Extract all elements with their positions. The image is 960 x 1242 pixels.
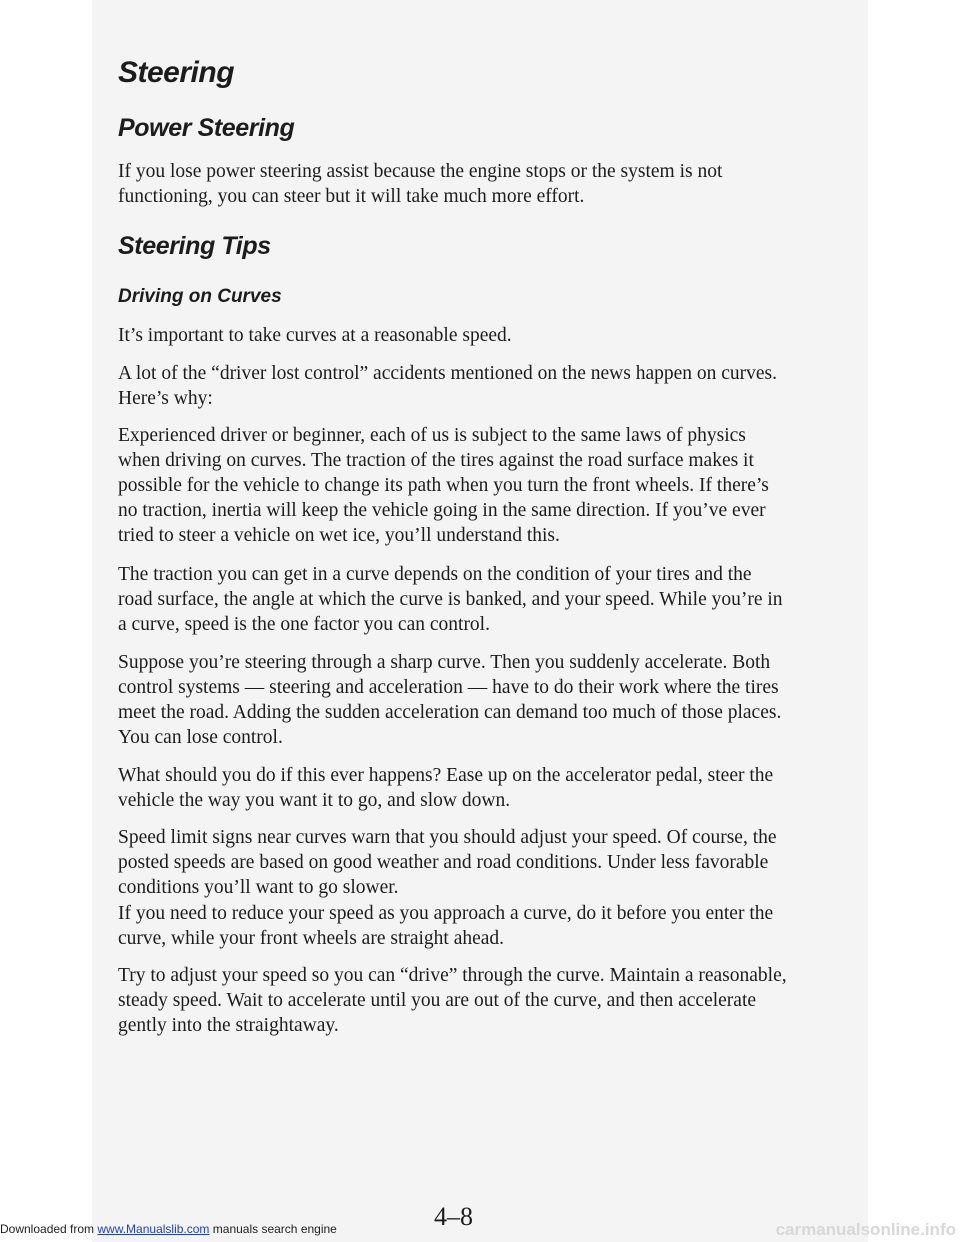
curves-paragraph-6: What should you do if this ever happens? Ease up on the accelerator pedal, steer the vehicle the way you want it to go, and slow down. <box>118 765 774 811</box>
curves-paragraph-1: It’s important to take curves at a reasonable speed. <box>118 325 512 346</box>
curves-paragraph-4: The traction you can get in a curve depends on the condition of your tires and the road surface, the angle at which the curve is banked, and your speed. While you’re in a curve, speed is the one factor you can control. <box>118 564 783 635</box>
watermark-text: carmanualsonline.info <box>775 1220 956 1239</box>
download-footer <box>0 1222 420 1236</box>
steering-tips-heading: Steering Tips <box>118 232 271 260</box>
curves-paragraph-8: If you need to reduce your speed as you approach a curve, do it before you enter the curve, while your front wheels are straight ahead. <box>118 903 774 949</box>
power-steering-paragraph: If you lose power steering assist because the engine stops or the system is not functioning, you can steer but it will take much more effort. <box>118 161 723 207</box>
footer-prefix: Downloaded from <box>0 1222 98 1236</box>
curves-paragraph-2: A lot of the “driver lost control” accidents mentioned on the news happen on curves. Here’s why: <box>118 363 778 409</box>
curves-paragraph-5: Suppose you’re steering through a sharp curve. Then you suddenly accelerate. Both control systems — steering and acceleration — have to do their work where the tires meet the road. Adding the sudden acceleration can demand too much of those places. You can lose control. <box>118 652 782 748</box>
curves-paragraph-3: Experienced driver or beginner, each of us is subject to the same laws of physics when driving on curves. The traction of the tires against the road surface makes it possible for the vehicle to change its path when you turn the front wheels. If there’s no traction, inertia will keep the vehicle going in the same direction. If you’ve ever tried to steer a vehicle on wet ice, you’ll understand this. <box>118 425 769 546</box>
curves-paragraph-9: Try to adjust your speed so you can “drive” through the curve. Maintain a reasonable, steady speed. Wait to accelerate until you are out of the curve, and then accelerate gently into the straightaway. <box>118 965 787 1036</box>
page-number: 4–8 <box>434 1202 473 1231</box>
manualslib-link[interactable]: www.Manualslib.com <box>97 1222 210 1236</box>
power-steering-heading: Power Steering <box>118 114 295 142</box>
driving-on-curves-heading: Driving on Curves <box>118 286 282 307</box>
section-title: Steering <box>118 56 235 89</box>
footer-suffix: manuals search engine <box>209 1222 337 1236</box>
curves-paragraph-7: Speed limit signs near curves warn that you should adjust your speed. Of course, the posted speeds are based on good weather and road conditions. Under less favorable conditions you’ll want to go slower. <box>118 827 777 898</box>
